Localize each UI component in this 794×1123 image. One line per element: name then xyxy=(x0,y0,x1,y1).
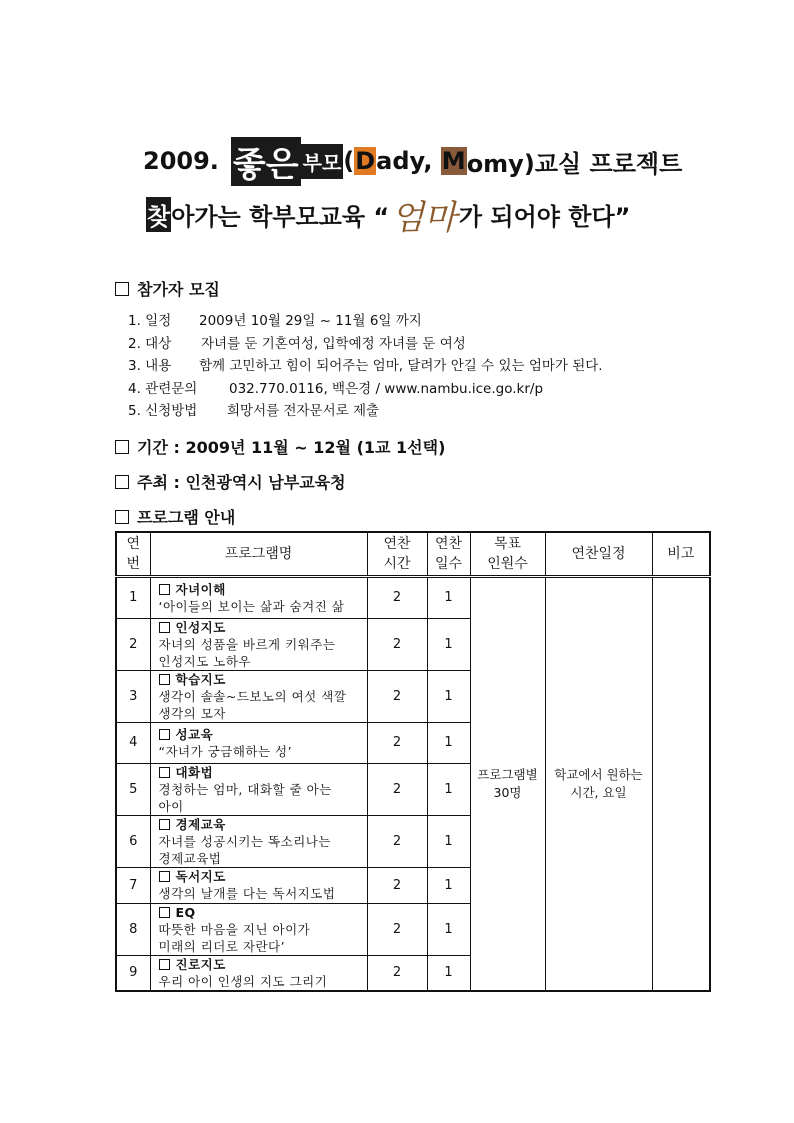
row-number: 6 xyxy=(116,815,150,867)
program-desc: 따뜻한 마음을 지닌 아이가 xyxy=(158,921,311,937)
list-item-label: 3. 내용 xyxy=(128,358,172,374)
program-hours: 2 xyxy=(367,903,427,955)
checkbox-icon xyxy=(115,282,129,296)
program-desc: ‘아이들의 보이는 삶과 숨겨진 삶 xyxy=(158,598,345,614)
program-desc-2: 경제교육법 xyxy=(158,850,222,866)
program-title: 성교육 xyxy=(159,726,367,743)
program-desc: 경청하는 엄마, 대화할 줄 아는 xyxy=(158,781,332,797)
title-line-1 xyxy=(143,140,683,185)
row-number: 3 xyxy=(116,670,150,722)
list-item-label: 5. 신청방법 xyxy=(128,403,198,419)
program-days: 1 xyxy=(427,867,470,903)
list-item xyxy=(128,400,603,423)
section-program xyxy=(115,505,235,528)
target-count: 프로그램별 30명 xyxy=(470,576,545,991)
program-desc-2: 인성지도 노하우 xyxy=(158,653,251,669)
program-hours: 2 xyxy=(367,763,427,815)
program-days: 1 xyxy=(427,618,470,670)
list-item-value: 032.770.0116, 백은경 / www.nambu.ice.go.kr/p xyxy=(229,380,544,397)
title-good: 좋은 xyxy=(231,137,301,186)
program-days: 1 xyxy=(427,576,470,618)
program-name xyxy=(150,955,367,991)
program-days: 1 xyxy=(427,670,470,722)
row-number: 5 xyxy=(116,763,150,815)
section-recruit xyxy=(115,277,220,300)
list-item-value: 희망서를 전자문서로 제출 xyxy=(227,403,380,419)
program-desc-2: 아이 xyxy=(158,798,184,814)
subtitle-first: 찾 xyxy=(146,197,171,232)
header-target: 목표 인원수 xyxy=(470,532,545,576)
program-title: 대화법 xyxy=(159,764,367,781)
row-number: 7 xyxy=(116,867,150,903)
schedule-cell: 학교에서 원하는 시간, 요일 xyxy=(545,576,652,991)
program-hours: 2 xyxy=(367,867,427,903)
row-number: 9 xyxy=(116,955,150,991)
title-line-2 xyxy=(146,193,631,238)
program-hours: 2 xyxy=(367,955,427,991)
program-title: 학습지도 xyxy=(159,671,367,688)
note-cell xyxy=(652,576,710,991)
checkbox-icon xyxy=(115,510,129,524)
recruit-list xyxy=(128,310,603,423)
header-hours: 연찬 시간 xyxy=(367,532,427,576)
program-name xyxy=(150,722,367,763)
checkbox-icon xyxy=(115,475,129,489)
list-item-label: 4. 관련문의 xyxy=(128,380,198,397)
subtitle-rest: 아가는 학부모교육 “ xyxy=(171,202,390,231)
list-item xyxy=(128,310,603,333)
program-name xyxy=(150,867,367,903)
list-item-value: 자녀를 둔 기혼여성, 입학예정 자녀를 둔 여성 xyxy=(201,335,466,352)
title-d-letter: D xyxy=(355,147,376,175)
program-desc: 생각의 날개를 다는 독서지도법 xyxy=(158,886,336,901)
program-title: 독서지도 xyxy=(159,868,367,885)
program-hours: 2 xyxy=(367,815,427,867)
subtitle-mom: 엄마 xyxy=(391,197,457,238)
title-year: 2009. xyxy=(143,147,219,175)
program-days: 1 xyxy=(427,955,470,991)
program-title: 인성지도 xyxy=(159,619,367,636)
program-name xyxy=(150,763,367,815)
program-hours: 2 xyxy=(367,722,427,763)
list-item-value: 2009년 10월 29일 ~ 11월 6일 까지 xyxy=(199,313,422,329)
title-dady-rest: ady, xyxy=(376,147,441,175)
list-item xyxy=(128,333,603,356)
row-number: 1 xyxy=(116,576,150,618)
section-period-label: 기간 : 2009년 11월 ~ 12월 (1교 1선택) xyxy=(137,438,446,457)
section-recruit-label: 참가자 모집 xyxy=(137,280,220,299)
row-number: 4 xyxy=(116,722,150,763)
table-header-row xyxy=(116,532,710,576)
program-table xyxy=(115,531,711,992)
title-momy-rest: omy)교실 프로젝트 xyxy=(466,149,683,178)
program-title: EQ xyxy=(159,904,367,921)
checkbox-icon xyxy=(115,440,129,454)
list-item-label: 1. 일정 xyxy=(128,313,172,329)
program-title: 진로지도 xyxy=(159,956,367,973)
row-number: 2 xyxy=(116,618,150,670)
program-desc: “자녀가 궁금해하는 성’ xyxy=(158,743,293,759)
program-desc: 자녀를 성공시키는 똑소리나는 xyxy=(158,833,331,849)
header-schedule: 연찬일정 xyxy=(545,532,652,576)
section-program-label: 프로그램 안내 xyxy=(137,508,236,527)
header-name: 프로그램명 xyxy=(150,532,367,576)
program-name xyxy=(150,670,367,722)
program-title: 자녀이해 xyxy=(159,581,367,598)
program-title: 경제교육 xyxy=(159,816,367,833)
header-days: 연찬 일수 xyxy=(427,532,470,576)
program-name xyxy=(150,903,367,955)
program-desc: 생각이 솔솔~드보노의 여섯 색깔 xyxy=(158,688,347,704)
program-name xyxy=(150,618,367,670)
table-row xyxy=(116,576,710,618)
subtitle-end: 가 되어야 한다” xyxy=(458,202,631,231)
header-note: 비고 xyxy=(652,532,710,576)
list-item xyxy=(128,355,603,378)
list-item-label: 2. 대상 xyxy=(128,335,172,352)
title-m-letter: M xyxy=(441,147,466,175)
row-number: 8 xyxy=(116,903,150,955)
program-days: 1 xyxy=(427,903,470,955)
program-desc-2: 생각의 모자 xyxy=(158,705,226,721)
list-item xyxy=(128,378,603,401)
program-desc: 자녀의 성품을 바르게 키워주는 xyxy=(158,636,336,652)
list-item-value: 함께 고민하고 힘이 되어주는 엄마, 달려가 안길 수 있는 엄마가 된다. xyxy=(199,358,603,374)
section-host xyxy=(115,470,346,493)
section-host-label: 주최 : 인천광역시 남부교육청 xyxy=(137,473,346,492)
program-days: 1 xyxy=(427,815,470,867)
program-desc-2: 미래의 리더로 자란다’ xyxy=(158,938,286,954)
program-days: 1 xyxy=(427,763,470,815)
title-open-paren: ( xyxy=(343,147,355,175)
title-parent: 부모 xyxy=(301,144,344,179)
program-name xyxy=(150,815,367,867)
program-days: 1 xyxy=(427,722,470,763)
program-name xyxy=(150,576,367,618)
program-desc: 우리 아이 인생의 지도 그리기 xyxy=(158,973,328,989)
header-no: 연 번 xyxy=(116,532,150,576)
program-hours: 2 xyxy=(367,576,427,618)
section-period xyxy=(115,435,445,458)
program-hours: 2 xyxy=(367,618,427,670)
program-hours: 2 xyxy=(367,670,427,722)
